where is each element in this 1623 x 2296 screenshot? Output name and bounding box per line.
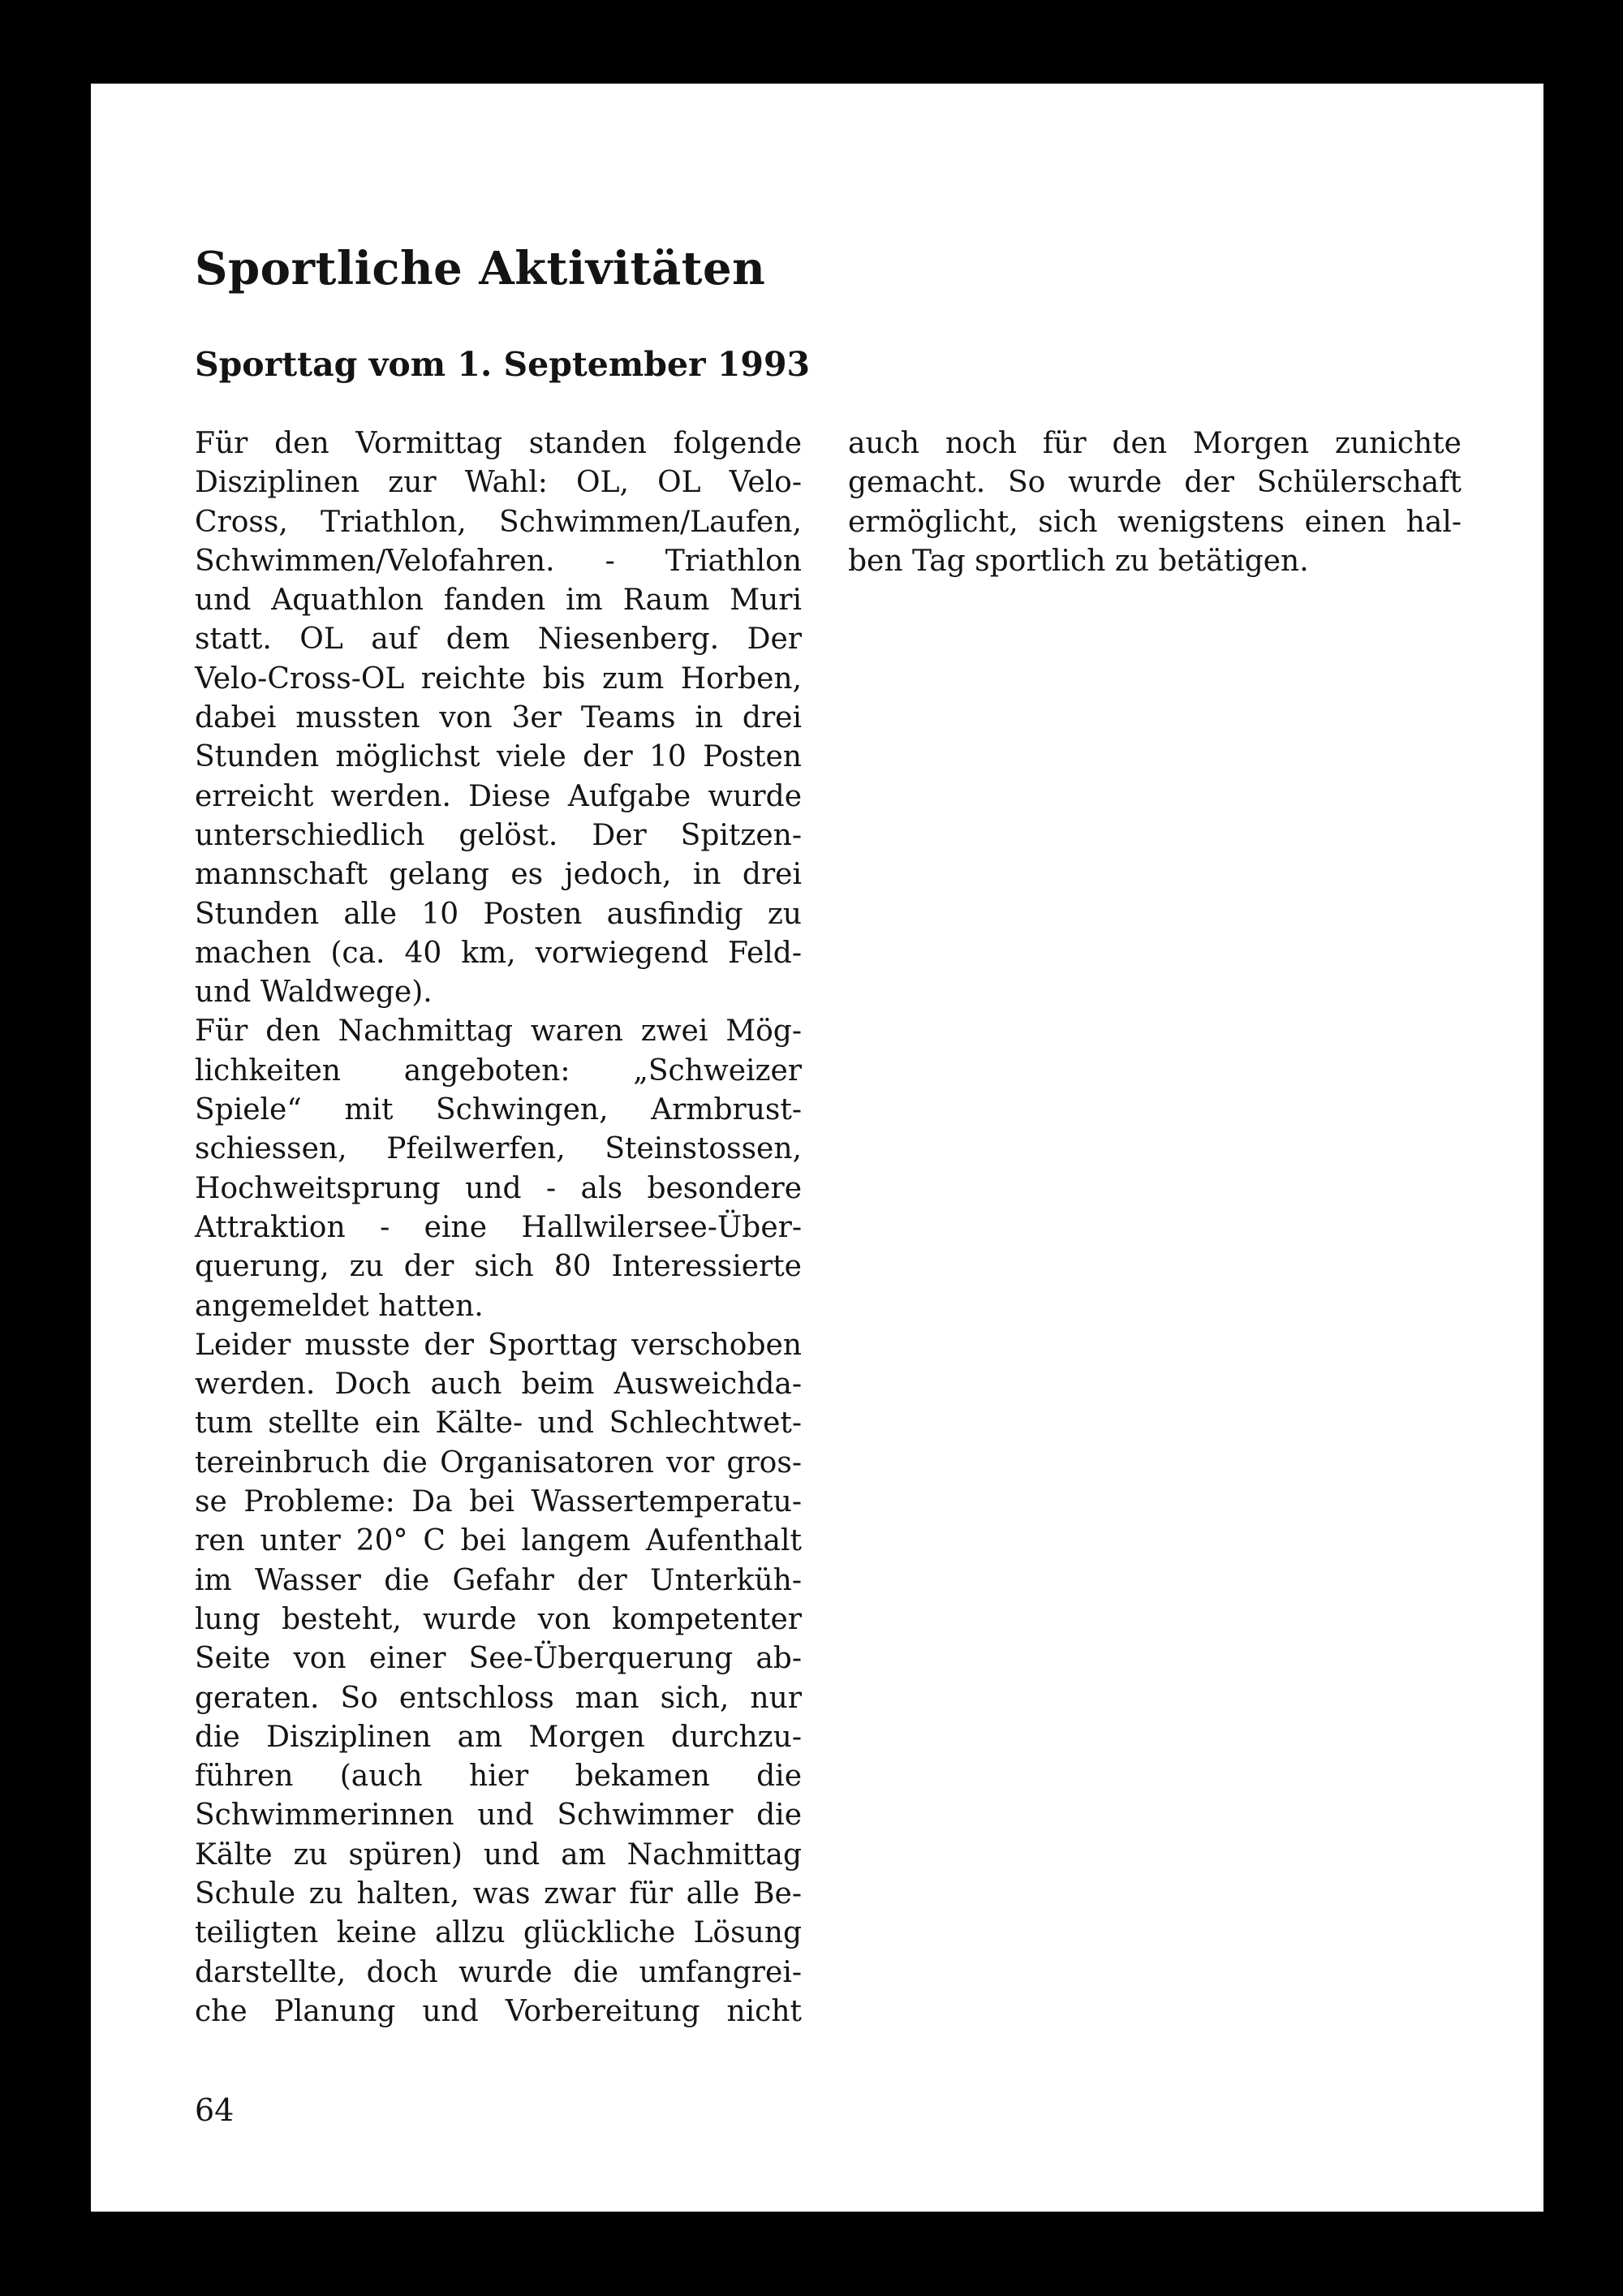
text-line: Schwimmerinnen und Schwimmer die xyxy=(195,1798,802,1833)
text-line: schiessen, Pfeilwerfen, Steinstossen, xyxy=(195,1132,802,1166)
text-line: werden. Doch auch beim Ausweichda- xyxy=(195,1368,802,1402)
paragraph xyxy=(195,1012,802,1325)
text-line: mannschaft gelang es jedoch, in drei xyxy=(195,858,802,892)
section-heading: Sporttag vom 1. September 1993 xyxy=(195,345,811,384)
text-line: Stunden alle 10 Posten ausfindig zu xyxy=(195,897,802,931)
text-line: Spiele“ mit Schwingen, Armbrust- xyxy=(195,1093,802,1127)
text-line: lung besteht, wurde von kompetenter xyxy=(195,1602,802,1636)
text-line: Disziplinen zur Wahl: OL, OL Velo- xyxy=(195,466,802,500)
text-line: gemacht. So wurde der Schülerschaft xyxy=(848,466,1462,500)
text-line: ermöglicht, sich wenigstens einen hal- xyxy=(848,505,1462,539)
text-line: führen (auch hier bekamen die xyxy=(195,1760,802,1794)
page-number: 64 xyxy=(195,2092,235,2128)
text-line: Schule zu halten, was zwar für alle Be- xyxy=(195,1876,802,1910)
text-line: und Waldwege). xyxy=(195,976,433,1010)
text-line: und Aquathlon fanden im Raum Muri xyxy=(195,584,802,618)
text-line: Seite von einer See-Überquerung ab- xyxy=(195,1642,802,1676)
text-column-1 xyxy=(195,424,802,2031)
text-line: Hochweitsprung und - als besondere xyxy=(195,1171,802,1205)
text-line: erreicht werden. Diese Aufgabe wurde xyxy=(195,779,802,813)
text-line: darstellte, doch wurde die umfangrei- xyxy=(195,1955,802,1989)
text-line: ben Tag sportlich zu betätigen. xyxy=(848,544,1309,578)
text-line: geraten. So entschloss man sich, nur xyxy=(195,1681,802,1715)
text-line: angemeldet hatten. xyxy=(195,1289,484,1323)
text-column-2 xyxy=(848,424,1462,581)
paragraph xyxy=(848,424,1462,581)
text-line: dabei mussten von 3er Teams in drei xyxy=(195,701,802,735)
text-line: Stunden möglichst viele der 10 Posten xyxy=(195,740,802,774)
text-line: Für den Nachmittag waren zwei Mög- xyxy=(195,1014,802,1049)
paragraph xyxy=(195,1326,802,2031)
text-line: Für den Vormittag standen folgende xyxy=(195,427,802,460)
paragraph xyxy=(195,424,802,1012)
text-line: ren unter 20° C bei langem Aufenthalt xyxy=(195,1524,802,1558)
text-line: teiligten keine allzu glückliche Lösung xyxy=(195,1916,802,1950)
text-line: statt. OL auf dem Niesenberg. Der xyxy=(195,622,802,657)
text-line: auch noch für den Morgen zunichte xyxy=(848,427,1462,460)
text-line: Velo-Cross-OL reichte bis zum Horben, xyxy=(195,661,802,696)
text-line: tereinbruch die Organisatoren vor gros- xyxy=(195,1445,802,1480)
text-line: Cross, Triathlon, Schwimmen/Laufen, xyxy=(195,505,802,539)
text-line: im Wasser die Gefahr der Unterküh- xyxy=(195,1563,802,1597)
text-line: Attraktion - eine Hallwilersee-Über- xyxy=(195,1210,802,1244)
document-page xyxy=(91,84,1543,2212)
page-title: Sportliche Aktivitäten xyxy=(195,242,766,295)
text-line: Kälte zu spüren) und am Nachmittag xyxy=(195,1837,802,1872)
text-line: tum stellte ein Kälte- und Schlechtwet- xyxy=(195,1406,802,1441)
text-line: che Planung und Vorbereitung nicht xyxy=(195,1994,802,2028)
text-line: Leider musste der Sporttag verschoben xyxy=(195,1328,802,1362)
text-line: die Disziplinen am Morgen durchzu- xyxy=(195,1720,802,1754)
text-line: machen (ca. 40 km, vorwiegend Feld- xyxy=(195,936,802,970)
text-line: se Probleme: Da bei Wassertemperatu- xyxy=(195,1485,802,1519)
text-line: querung, zu der sich 80 Interessierte xyxy=(195,1250,802,1284)
text-line: unterschiedlich gelöst. Der Spitzen- xyxy=(195,818,802,852)
text-line: Schwimmen/Velofahren. - Triathlon xyxy=(195,544,802,578)
text-line: lichkeiten angeboten: „Schweizer xyxy=(195,1053,802,1088)
